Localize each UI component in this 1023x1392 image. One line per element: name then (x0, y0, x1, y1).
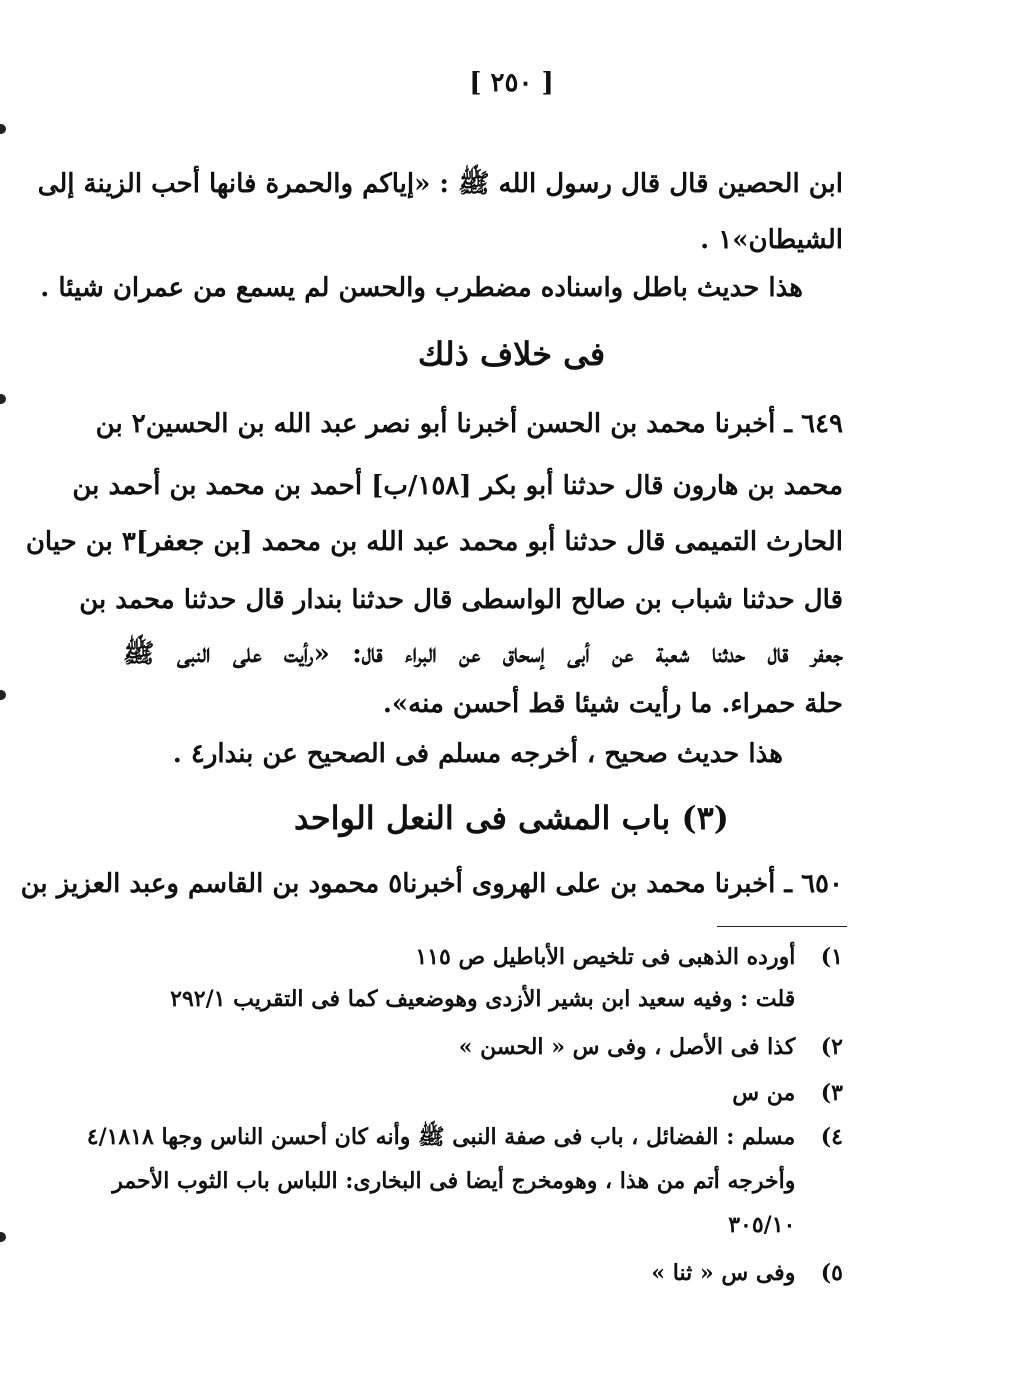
footnote-text: مسلم : الفضائل ، باب فى صفة النبى ﷺ وأنه كان أحسن الناس وجها ٤/١٨١٨ (86, 1124, 796, 1150)
chapter-heading-3: (٣) باب المشى فى النعل الواحد (294, 799, 729, 837)
footnote-number: ٥) (820, 1260, 843, 1286)
hadith-649-line-1: ٦٤٩ ـ أخبرنا محمد بن الحسن أخبرنا أبو نصر عبد الله بن الحسين٢ بن (95, 409, 843, 439)
footnote-1 (103, 940, 843, 974)
footnote-text: أورده الذهبى فى تلخيص الأباطيل ص ١١٥ (415, 944, 796, 970)
body-line-3: هذا حديث باطل واسناده مضطرب والحسن لم يسمع من عمران شيئا . (40, 273, 803, 303)
footnote-4-page-ref (103, 1208, 843, 1242)
hadith-649-line-5: جعفر قال حدثنا شعبة عن أبى إسحاق عن البراء قال: «رأيت على النبى ﷺ (123, 639, 843, 669)
footnote-1-continued (103, 982, 843, 1016)
footnote-text: وفى س « ثنا » (651, 1260, 796, 1286)
footnote-number: ١) (820, 944, 843, 970)
scan-edge-mark (0, 394, 6, 404)
footnote-4-continued (103, 1164, 843, 1198)
footnote-separator (717, 926, 847, 927)
footnote-2 (103, 1030, 843, 1064)
footnote-text: كذا فى الأصل ، وفى س « الحسن » (458, 1034, 796, 1060)
footnote-text: من س (732, 1080, 796, 1106)
body-line-1: ابن الحصين قال قال رسول الله ﷺ : «إياكم والحمرة فانها أحب الزينة إلى (37, 169, 843, 199)
footnote-text: وأخرجه أتم من هذا ، وهومخرج أيضا فى البخارى: اللباس باب الثوب الأحمر (112, 1168, 796, 1194)
footnote-5 (103, 1256, 843, 1290)
footnote-number: ٢) (820, 1034, 843, 1060)
hadith-649-line-6: حلة حمراء. ما رأيت شيئا قط أحسن منه». (382, 689, 843, 719)
scan-edge-mark (0, 124, 6, 134)
section-heading-1: فى خلاف ذلك (417, 335, 606, 373)
footnote-text: ٣٠٥/١٠ (728, 1212, 796, 1238)
footnote-4 (86, 1120, 843, 1154)
footnote-number: ٣) (820, 1080, 843, 1106)
footnote-number: ٤) (820, 1124, 843, 1150)
hadith-649-line-4: قال حدثنا شباب بن صالح الواسطى قال حدثنا بندار قال حدثنا محمد بن (79, 585, 843, 615)
page-number: [ ٢٥٠ ] (469, 68, 554, 98)
hadith-650-line-1: ٦٥٠ ـ أخبرنا محمد بن على الهروى أخبرنا٥ محمود بن القاسم وعبد العزيز بن (20, 869, 843, 899)
scan-edge-mark (0, 690, 6, 700)
scan-edge-mark (0, 1232, 6, 1242)
footnote-text: قلت : وفيه سعيد ابن بشير الأزدى وهوضعيف كما فى التقريب ٢٩٢/١ (170, 986, 796, 1012)
hadith-649-line-3: الحارث التميمى قال حدثنا أبو محمد عبد الله بن محمد [بن جعفر]٣ بن حيان (25, 527, 843, 557)
footnote-3 (103, 1076, 843, 1110)
hadith-649-grading: هذا حديث صحيح ، أخرجه مسلم فى الصحيح عن بندار٤ . (172, 739, 783, 769)
body-line-2: الشيطان»١ . (700, 225, 843, 255)
hadith-649-line-2: محمد بن هارون قال حدثنا أبو بكر [١٥٨/ب] أحمد بن محمد بن أحمد بن (72, 471, 843, 501)
